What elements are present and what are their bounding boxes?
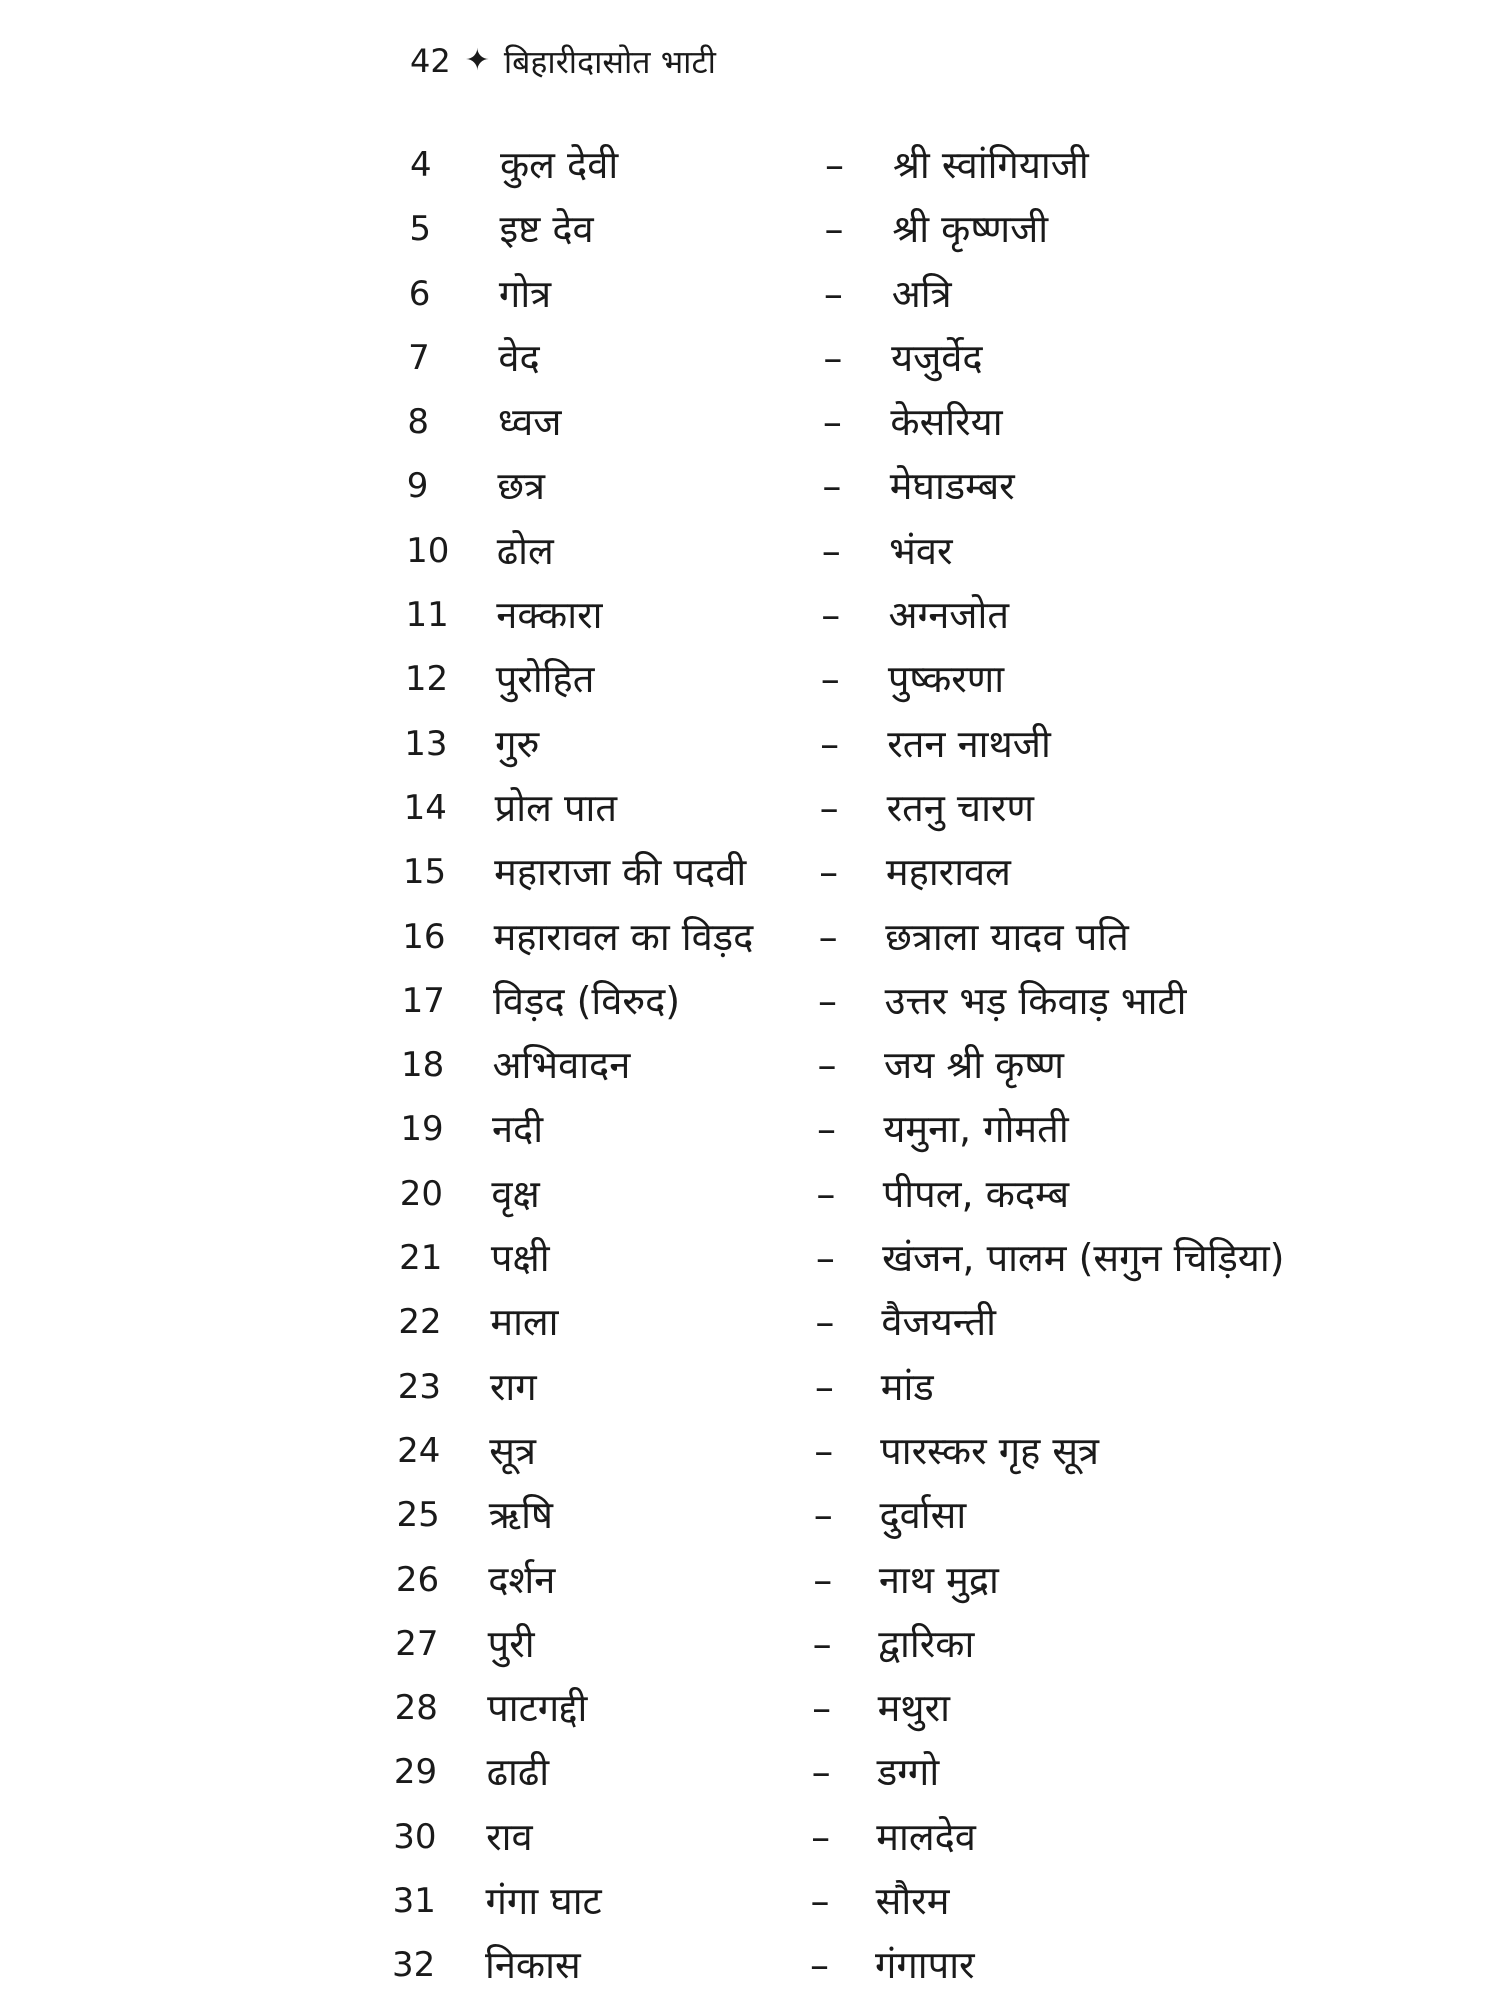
entry-separator: –	[822, 464, 842, 509]
entry-separator: –	[814, 1428, 834, 1473]
entry-value: द्वारिका	[878, 1621, 975, 1666]
entry-separator: –	[815, 1236, 835, 1281]
entry-value: अत्रि	[891, 271, 952, 316]
table-row	[0, 1548, 1500, 1612]
entry-number: 19	[400, 1109, 444, 1150]
table-row	[0, 1419, 1500, 1483]
entry-number: 31	[392, 1881, 436, 1922]
entry-separator: –	[821, 593, 841, 638]
entry-number: 18	[401, 1045, 445, 1086]
entry-separator: –	[819, 785, 839, 830]
entry-value: पारस्कर गृह सूत्र	[880, 1428, 1100, 1473]
entry-value: पुष्करणा	[887, 657, 1005, 702]
entry-label: पाटगद्दी	[487, 1686, 588, 1731]
entry-value: छत्राला यादव पति	[885, 914, 1129, 959]
entry-value: श्री स्वांगियाजी	[893, 143, 1089, 187]
table-row	[0, 1612, 1500, 1676]
entry-number: 28	[394, 1688, 438, 1729]
entry-number: 12	[404, 659, 449, 700]
entry-separator: –	[816, 1107, 836, 1152]
entry-separator: –	[817, 1043, 837, 1088]
entry-value: भंवर	[889, 528, 953, 573]
table-row	[0, 583, 1500, 647]
entry-number: 29	[393, 1752, 438, 1793]
entry-number: 16	[402, 916, 446, 957]
table-row	[0, 776, 1500, 840]
entry-number: 23	[397, 1366, 442, 1407]
entry-label: महारावल का विड़द	[493, 914, 754, 959]
entry-separator: –	[819, 850, 839, 895]
entry-separator: –	[811, 1750, 831, 1795]
entry-number: 6	[408, 273, 431, 314]
entry-label: गंगा घाट	[485, 1879, 602, 1924]
table-row	[0, 969, 1500, 1033]
entry-value: यजुर्वेद	[891, 335, 983, 380]
entry-number: 21	[399, 1238, 443, 1279]
entry-separator: –	[825, 143, 844, 187]
entry-label: सूत्र	[489, 1428, 536, 1473]
entry-number: 7	[408, 337, 430, 378]
entry-value: यमुना, गोमती	[883, 1107, 1069, 1152]
entry-list	[0, 133, 1500, 1998]
entry-separator: –	[813, 1557, 833, 1602]
entry-number: 24	[397, 1430, 441, 1471]
running-title: बिहारीदासोत भाटी	[503, 42, 716, 81]
entry-value: दुर्वासा	[879, 1493, 967, 1538]
table-row	[0, 1355, 1500, 1419]
entry-label: राव	[486, 1814, 533, 1859]
entry-separator: –	[823, 271, 843, 316]
entry-separator: –	[813, 1493, 833, 1538]
entry-label: कुल देवी	[500, 143, 619, 187]
page-header	[410, 36, 716, 86]
entry-label: ध्वज	[497, 400, 562, 445]
entry-separator: –	[824, 207, 844, 252]
entry-label: नक्कारा	[496, 593, 603, 638]
entry-separator: –	[818, 978, 838, 1023]
entry-value: सौरम	[875, 1879, 950, 1924]
entry-number: 25	[396, 1495, 440, 1536]
entry-label: राग	[489, 1364, 537, 1409]
entry-separator: –	[810, 1879, 830, 1924]
entry-number: 5	[409, 209, 431, 250]
entry-value: मेघाडम्बर	[889, 464, 1015, 509]
entry-separator: –	[818, 914, 838, 959]
entry-number: 11	[405, 595, 449, 636]
entry-number: 30	[393, 1816, 437, 1857]
entry-label: ऋषि	[488, 1493, 553, 1538]
table-row	[0, 326, 1500, 390]
table-row	[0, 1933, 1500, 1997]
entry-value: नाथ मुद्रा	[878, 1557, 999, 1602]
table-row	[0, 712, 1500, 776]
entry-separator: –	[811, 1814, 831, 1859]
table-row	[0, 1033, 1500, 1097]
entry-value: जय श्री कृष्ण	[884, 1043, 1065, 1088]
entry-label: पक्षी	[490, 1236, 550, 1281]
table-row	[0, 1226, 1500, 1290]
entry-separator: –	[810, 1943, 829, 1988]
entry-number: 14	[403, 787, 447, 828]
entry-number: 15	[402, 852, 447, 893]
entry-separator: –	[812, 1686, 832, 1731]
entry-value: गंगापार	[875, 1943, 975, 1988]
entry-number: 13	[404, 723, 448, 764]
table-row	[0, 133, 1500, 197]
entry-number: 26	[395, 1559, 440, 1600]
star-ornament-icon: ✦	[464, 43, 490, 78]
entry-value: पीपल, कदम्ब	[882, 1171, 1070, 1216]
entry-label: इष्ट देव	[499, 207, 594, 252]
table-row	[0, 840, 1500, 904]
table-row	[0, 390, 1500, 454]
entry-value: मथुरा	[877, 1686, 950, 1731]
entry-separator: –	[823, 335, 843, 380]
entry-number: 20	[399, 1173, 443, 1214]
table-row	[0, 1162, 1500, 1226]
entry-label: निकास	[485, 1943, 581, 1988]
entry-number: 27	[395, 1623, 439, 1664]
entry-label: वृक्ष	[491, 1171, 540, 1216]
entry-value: मांड	[880, 1364, 934, 1409]
table-row	[0, 1676, 1500, 1740]
entry-label: ढाढी	[486, 1750, 550, 1795]
entry-value: मालदेव	[876, 1814, 976, 1859]
entry-value: रतनु चारण	[886, 785, 1034, 830]
table-row	[0, 1290, 1500, 1354]
entry-value: डग्गो	[876, 1750, 940, 1795]
table-row	[0, 647, 1500, 711]
entry-label: वेद	[498, 335, 540, 380]
table-row	[0, 197, 1500, 261]
entry-label: छत्र	[497, 464, 545, 509]
entry-label: ढोल	[496, 528, 554, 573]
entry-value: खंजन, पालम (सगुन चिड़िया)	[882, 1236, 1285, 1281]
table-row	[0, 1869, 1500, 1933]
entry-label: प्रोल पात	[494, 785, 618, 830]
table-row	[0, 1805, 1500, 1869]
entry-separator: –	[820, 657, 840, 702]
entry-number: 8	[407, 402, 430, 443]
entry-separator: –	[816, 1171, 836, 1216]
table-row	[0, 454, 1500, 518]
entry-label: माला	[490, 1300, 559, 1345]
entry-separator: –	[821, 528, 841, 573]
entry-label: गोत्र	[498, 271, 552, 316]
entry-value: केसरिया	[890, 400, 1003, 445]
entry-separator: –	[815, 1300, 835, 1345]
page-number: 42	[410, 42, 451, 80]
entry-number: 32	[392, 1945, 436, 1986]
entry-value: महारावल	[885, 850, 1011, 895]
entry-label: दर्शन	[488, 1557, 556, 1602]
entry-label: अभिवादन	[492, 1043, 631, 1088]
entry-label: महाराजा की पदवी	[494, 850, 747, 895]
entry-separator: –	[820, 721, 840, 766]
entry-number: 22	[398, 1302, 442, 1343]
table-row	[0, 1097, 1500, 1161]
entry-value: वैजयन्ती	[881, 1300, 996, 1345]
table-row	[0, 1483, 1500, 1547]
entry-value: अग्नजोत	[888, 593, 1009, 638]
table-row	[0, 1740, 1500, 1804]
entry-value: रतन नाथजी	[887, 721, 1051, 766]
entry-label: विड़द (विरुद)	[493, 978, 681, 1023]
entry-label: गुरु	[495, 721, 540, 766]
entry-separator: –	[812, 1621, 832, 1666]
entry-label: नदी	[491, 1107, 544, 1152]
entry-value: श्री कृष्णजी	[892, 207, 1049, 252]
table-row	[0, 262, 1500, 326]
table-row	[0, 905, 1500, 969]
entry-separator: –	[822, 400, 842, 445]
entry-value: उत्तर भड़ किवाड़ भाटी	[884, 978, 1187, 1023]
entry-separator: –	[814, 1364, 834, 1409]
entry-number: 4	[410, 145, 432, 185]
entry-label: पुरी	[487, 1621, 535, 1666]
entry-number: 10	[406, 530, 450, 571]
entry-number: 9	[406, 466, 429, 507]
entry-label: पुरोहित	[495, 657, 595, 702]
entry-number: 17	[401, 980, 445, 1021]
table-row	[0, 519, 1500, 583]
